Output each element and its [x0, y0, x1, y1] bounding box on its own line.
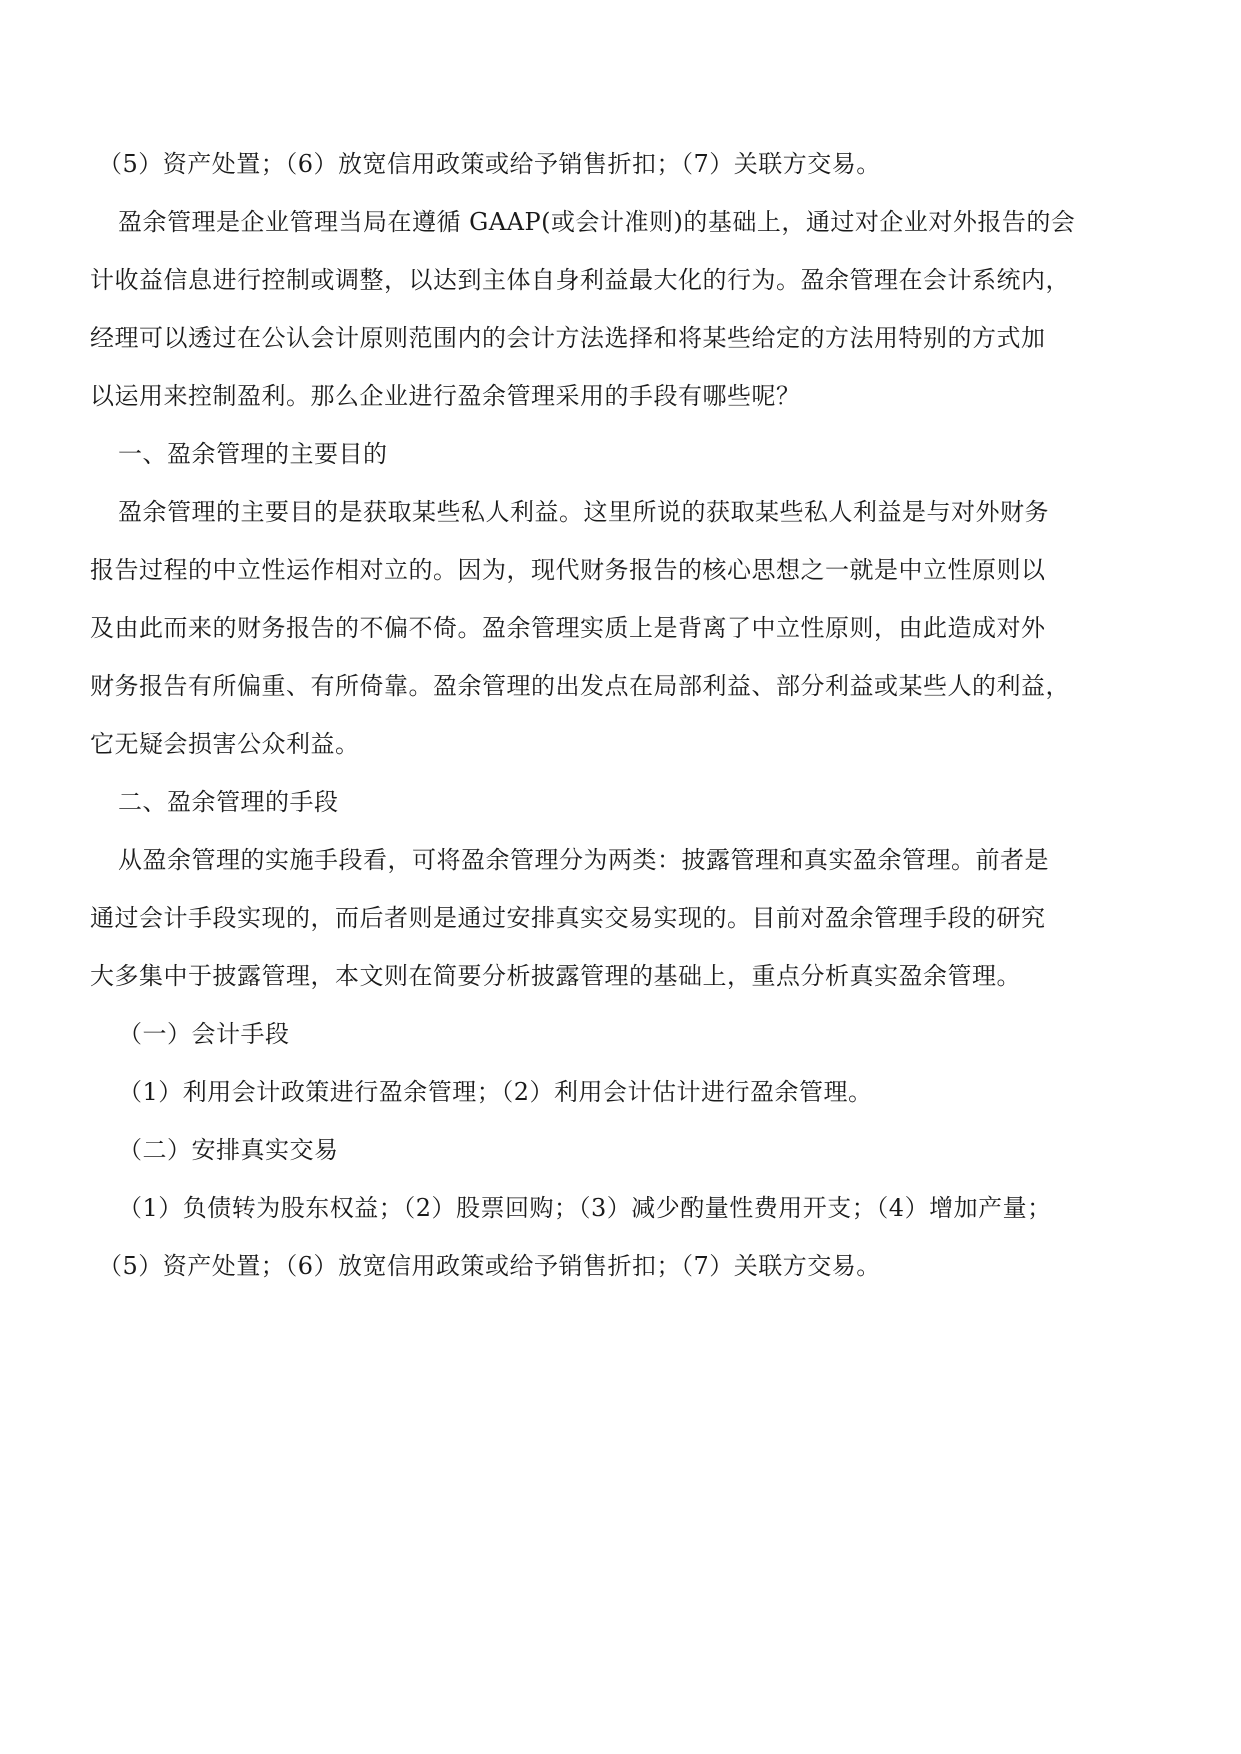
paragraph-line: 及由此而来的财务报告的不偏不倚。盈余管理实质上是背离了中立性原则，由此造成对外 [90, 614, 1046, 642]
paragraph-line: 盈余管理是企业管理当局在遵循 GAAP(或会计准则)的基础上，通过对企业对外报告的会 [118, 208, 1076, 236]
paragraph-line: 财务报告有所偏重、有所倚靠。盈余管理的出发点在局部利益、部分利益或某些人的利益， [90, 672, 1070, 700]
paragraph-line: 它无疑会损害公众利益。 [90, 730, 360, 758]
paragraph-line: 大多集中于披露管理，本文则在简要分析披露管理的基础上，重点分析真实盈余管理。 [90, 962, 1021, 990]
paragraph-line: 报告过程的中立性运作相对立的。因为，现代财务报告的核心思想之一就是中立性原则以 [90, 556, 1046, 584]
subsection-heading: （二）安排真实交易 [118, 1136, 339, 1164]
list-item: （1）利用会计政策进行盈余管理；（2）利用会计估计进行盈余管理。 [118, 1078, 873, 1106]
paragraph-line: 经理可以透过在公认会计原则范围内的会计方法选择和将某些给定的方法用特别的方式加 [90, 324, 1046, 352]
list-item: （1）负债转为股东权益；（2）股票回购；（3）减少酌量性费用开支；（4）增加产量； [118, 1194, 1052, 1222]
paragraph-line: 以运用来控制盈利。那么企业进行盈余管理采用的手段有哪些呢？ [90, 382, 801, 410]
paragraph-line: 通过会计手段实现的，而后者则是通过安排真实交易实现的。目前对盈余管理手段的研究 [90, 904, 1046, 932]
paragraph-line: 从盈余管理的实施手段看，可将盈余管理分为两类：披露管理和真实盈余管理。前者是 [118, 846, 1049, 874]
text-line: （5）资产处置；（6）放宽信用政策或给予销售折扣；（7）关联方交易。 [98, 150, 881, 178]
subsection-heading: （一）会计手段 [118, 1020, 290, 1048]
paragraph-line: 盈余管理的主要目的是获取某些私人利益。这里所说的获取某些私人利益是与对外财务 [118, 498, 1049, 526]
section-heading: 一、盈余管理的主要目的 [118, 440, 388, 468]
paragraph-line: 计收益信息进行控制或调整，以达到主体自身利益最大化的行为。盈余管理在会计系统内， [90, 266, 1070, 294]
section-heading: 二、盈余管理的手段 [118, 788, 339, 816]
list-item: （5）资产处置；（6）放宽信用政策或给予销售折扣；（7）关联方交易。 [98, 1252, 881, 1280]
